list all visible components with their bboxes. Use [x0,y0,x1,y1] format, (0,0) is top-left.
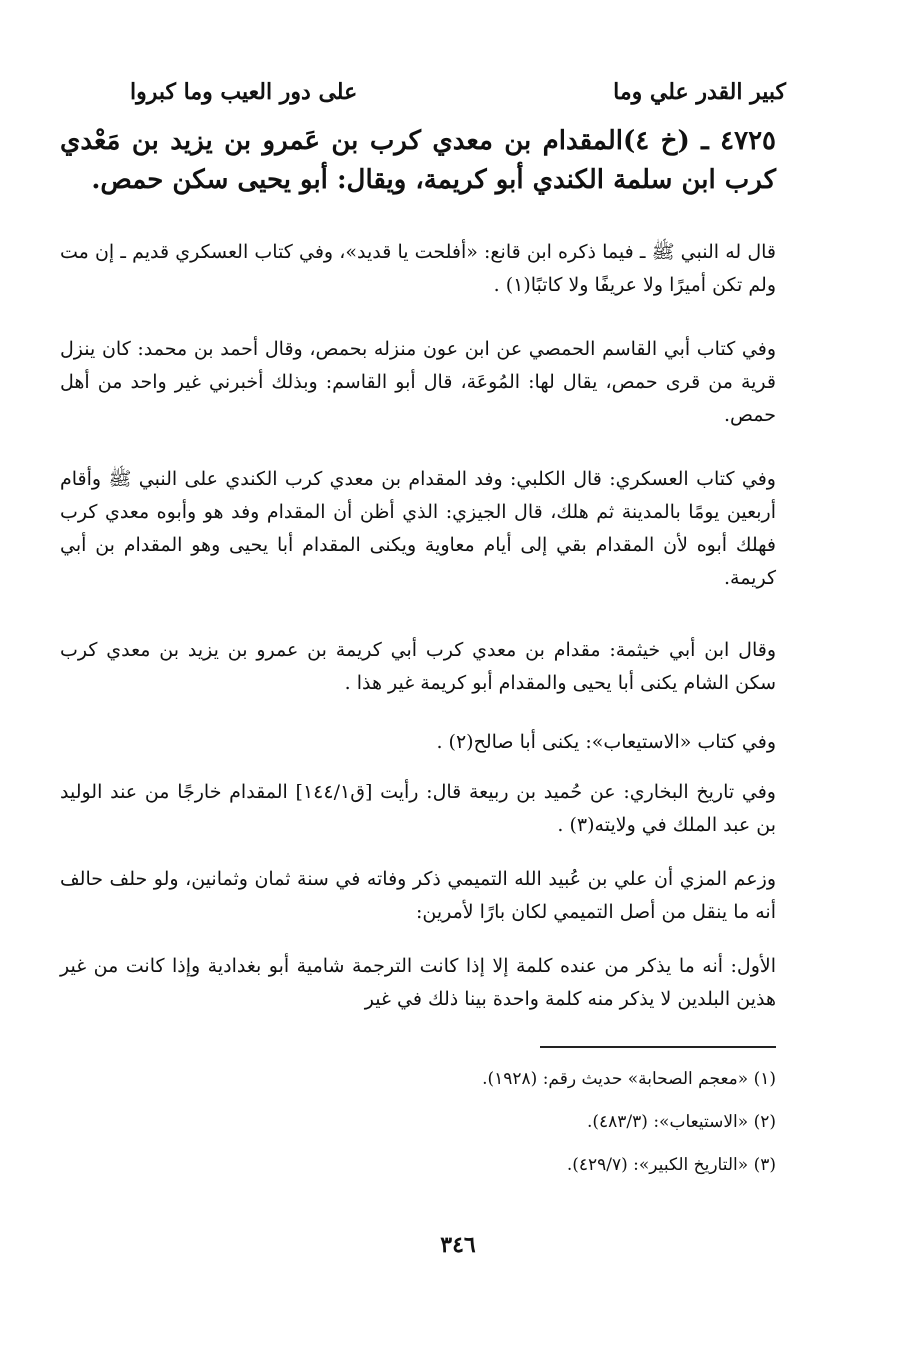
page-number: ٣٤٦ [440,1232,476,1258]
paragraph-5: وفي كتاب «الاستيعاب»: يكنى أبا صالح(٢) . [436,731,776,753]
footnote-2: (٢) «الاستيعاب»: (٤٨٣/٣). [586,1112,776,1132]
paragraph-4: وقال ابن أبي خيثمة: مقدام بن معدي كرب أبي كريمة بن عمرو بن يزيد بن معدي كرب سكن الشام يكنى أبا يحيى والمقدام أبو كريمة غير هذا . [60,639,776,694]
footnote-separator [540,1046,776,1048]
header-left: على دور العيب وما كبروا [130,79,358,105]
paragraph-2: وفي كتاب أبي القاسم الحمصي عن ابن عون منزله بحمص، وقال أحمد بن محمد: كان ينزل قرية من قرى حمص، يقال لها: المُوعَة، قال أبو القاسم: وبذلك أخبرني غير واحد من أهل حمص. [60,338,776,426]
paragraph-3: وفي كتاب العسكري: قال الكلبي: وفد المقدام بن معدي كرب الكندي على النبي ﷺ وأقام أربعين يومًا بالمدينة ثم هلك، قال الجيزي: الذي أظن أن المقدام وفد هو وأبوه معدي كرب فهلك أبوه لأن المقدام بقي إلى أيام معاوية ويكنى المقدام أبا يحيى وهو المقدام بن أبي كريمة. [60,468,776,589]
paragraph-7: وزعم المزي أن علي بن عُبيد الله التميمي ذكر وفاته في سنة ثمان وثمانين، ولو حلف حالف أنه ما ينقل من أصل التميمي لكان بارًا لأمرين: [60,868,776,923]
paragraph-1: قال له النبي ﷺ ـ فيما ذكره ابن قانع: «أفلحت يا قديد»، وفي كتاب العسكري قديم ـ إن مت ولم تكن أميرًا ولا عريفًا ولا كاتبًا(١) . [60,241,776,296]
footnote-3: (٣) «التاريخ الكبير»: (٤٢٩/٧). [566,1155,776,1175]
entry-heading: ٤٧٢٥ ـ (خ ٤)المقدام بن معدي كرب بن عَمرو بن يزيد بن مَعْدي كرب ابن سلمة الكندي أبو كريمة، ويقال: أبو يحيى سكن حمص. [60,126,777,195]
running-header [130,72,786,112]
footnote-1: (١) «معجم الصحابة» حديث رقم: (١٩٢٨). [482,1069,776,1089]
header-right: كبير القدر علي وما [613,79,786,105]
paragraph-6: وفي تاريخ البخاري: عن حُميد بن ربيعة قال: رأيت [ق١٤٤/١] المقدام خارجًا من عند الوليد بن عبد الملك في ولايته(٣) . [60,781,776,836]
paragraph-8: الأول: أنه ما يذكر من عنده كلمة إلا إذا كانت الترجمة شامية أبو بغدادية وإذا كانت من غير هذين البلدين لا يذكر منه كلمة واحدة بينا ذلك في غير [60,955,776,1010]
